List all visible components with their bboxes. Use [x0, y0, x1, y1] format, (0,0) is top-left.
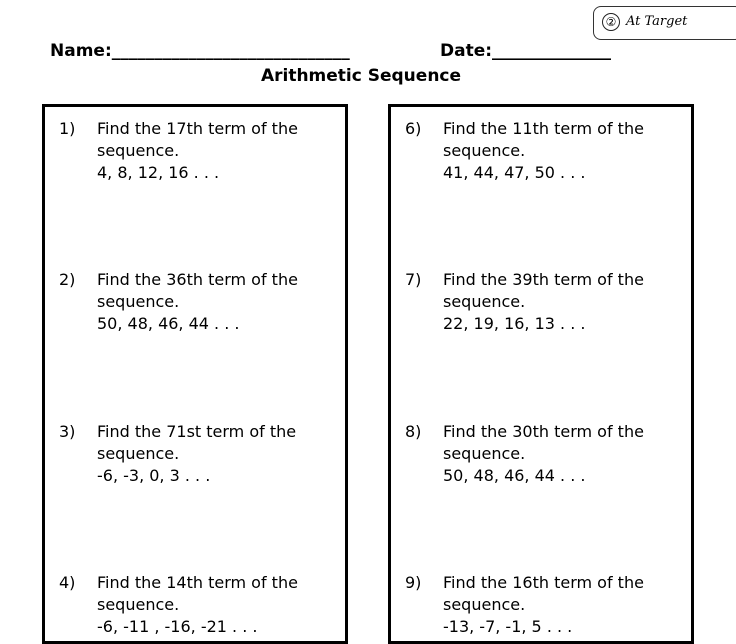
problem-number: 1) [59, 119, 76, 138]
name-label: Name: [50, 41, 112, 61]
level-label: At Target [626, 14, 688, 29]
name-field [50, 41, 350, 61]
problem-prompt-cont: sequence. [97, 595, 180, 614]
problem-prompt-cont: sequence. [443, 292, 526, 311]
problem-prompt-cont: sequence. [443, 444, 526, 463]
level-number: ② [602, 13, 620, 31]
problem-prompt-cont: sequence. [97, 141, 180, 160]
problem-number: 8) [405, 422, 422, 441]
problem-prompt: Find the 16th term of the [443, 573, 644, 592]
problem-sequence: -13, -7, -1, 5 . . . [443, 617, 573, 636]
problem-prompt: Find the 71st term of the [97, 422, 297, 441]
problem-sequence: 50, 48, 46, 44 . . . [97, 314, 240, 333]
problem-prompt: Find the 30th term of the [443, 422, 644, 441]
problem-sequence: 22, 19, 16, 13 . . . [443, 314, 586, 333]
problem-number: 2) [59, 270, 76, 289]
problem-sequence: 4, 8, 12, 16 . . . [97, 163, 220, 182]
level-badge [593, 6, 736, 40]
problem-prompt-cont: sequence. [97, 444, 180, 463]
problem-column-right [388, 104, 694, 644]
problem-number: 6) [405, 119, 422, 138]
problem-prompt-cont: sequence. [97, 292, 180, 311]
problem-sequence: -6, -3, 0, 3 . . . [97, 466, 211, 485]
name-blank: ____________________________ [111, 41, 350, 61]
date-blank: ______________ [492, 41, 612, 61]
problem-number: 3) [59, 422, 76, 441]
problem-sequence: -6, -11 , -16, -21 . . . [97, 617, 258, 636]
date-field [440, 41, 611, 61]
problem-prompt-cont: sequence. [443, 141, 526, 160]
problem-prompt: Find the 36th term of the [97, 270, 298, 289]
problem-number: 7) [405, 270, 422, 289]
problem-sequence: 50, 48, 46, 44 . . . [443, 466, 586, 485]
problem-number: 9) [405, 573, 422, 592]
problem-prompt: Find the 17th term of the [97, 119, 298, 138]
problem-prompt: Find the 14th term of the [97, 573, 298, 592]
problem-prompt: Find the 11th term of the [443, 119, 644, 138]
date-label: Date: [440, 41, 493, 61]
problem-sequence: 41, 44, 47, 50 . . . [443, 163, 586, 182]
problem-column-left [42, 104, 348, 644]
problem-number: 4) [59, 573, 76, 592]
problem-prompt-cont: sequence. [443, 595, 526, 614]
problem-prompt: Find the 39th term of the [443, 270, 644, 289]
worksheet-title: Arithmetic Sequence [260, 66, 462, 86]
